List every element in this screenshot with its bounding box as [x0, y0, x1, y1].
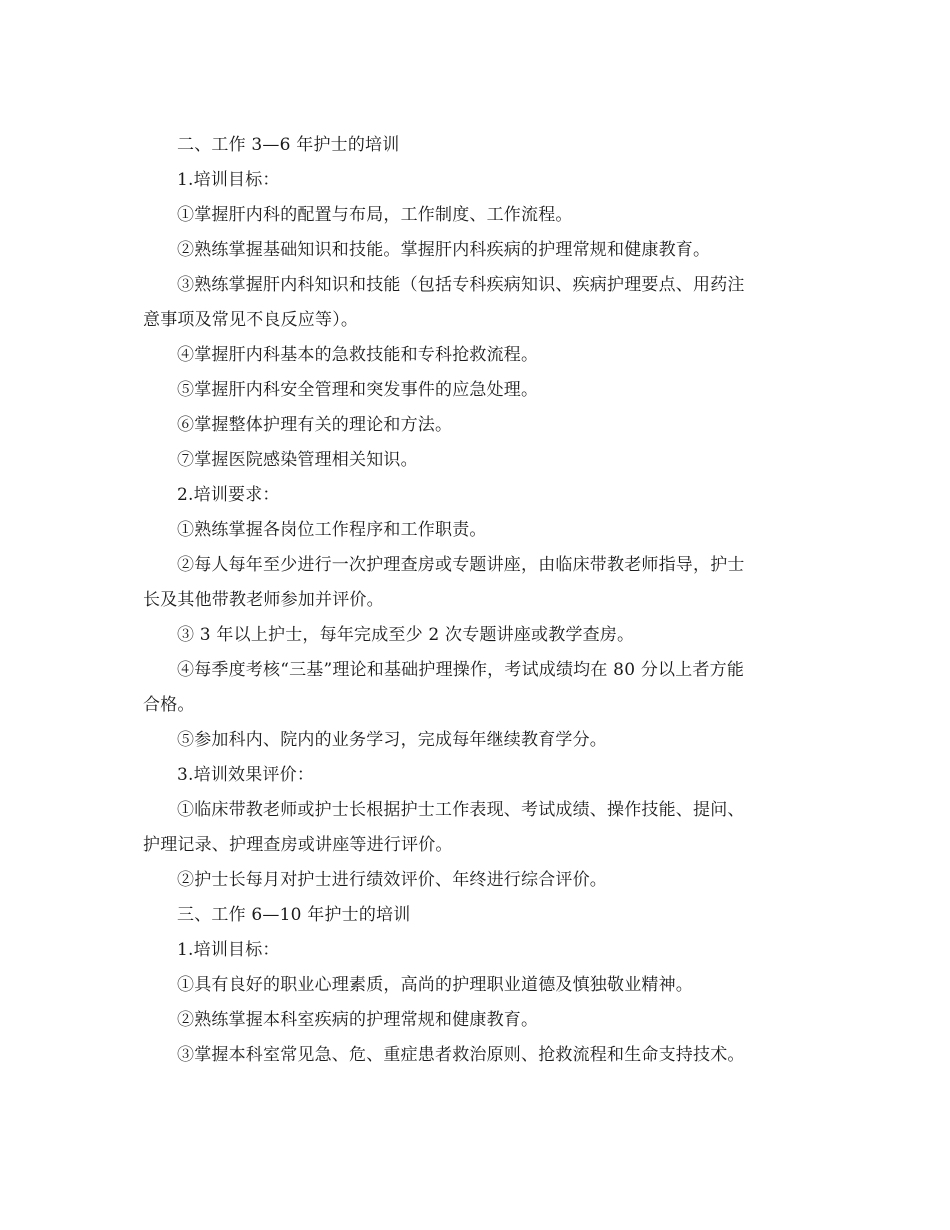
subsection-heading: 3.培训效果评价：: [177, 765, 315, 785]
list-item: ①掌握肝内科的配置与布局，工作制度、工作流程。: [177, 205, 573, 225]
list-item: ③熟练掌握肝内科知识和技能（包括专科疾病知识、疾病护理要点、用药注: [177, 275, 745, 295]
list-item: ⑥掌握整体护理有关的理论和方法。: [177, 415, 453, 435]
list-item: ②熟练掌握基础知识和技能。掌握肝内科疾病的护理常规和健康教育。: [177, 240, 711, 260]
subsection-heading: 1.培训目标：: [177, 170, 280, 190]
list-item: ①具有良好的职业心理素质，高尚的护理职业道德及慎独敬业精神。: [177, 975, 693, 995]
list-item-continuation: 长及其他带教老师参加并评价。: [143, 590, 384, 610]
list-item: ⑦掌握医院感染管理相关知识。: [177, 450, 418, 470]
list-item: ④每季度考核“三基”理论和基础护理操作，考试成绩均在 80 分以上者方能: [177, 660, 745, 680]
list-item: ③掌握本科室常见急、危、重症患者救治原则、抢救流程和生命支持技术。: [177, 1045, 745, 1065]
list-item-continuation: 合格。: [143, 695, 195, 715]
list-item: ②熟练掌握本科室疾病的护理常规和健康教育。: [177, 1010, 539, 1030]
list-item-continuation: 意事项及常见不良反应等）。: [143, 310, 359, 330]
section-heading: 二、工作 3—6 年护士的培训: [177, 135, 400, 155]
list-item-continuation: 护理记录、护理查房或讲座等进行评价。: [143, 835, 453, 855]
list-item: ①临床带教老师或护士长根据护士工作表现、考试成绩、操作技能、提问、: [177, 800, 745, 820]
list-item: ⑤掌握肝内科安全管理和突发事件的应急处理。: [177, 380, 539, 400]
subsection-heading: 2.培训要求：: [177, 485, 280, 505]
list-item: ⑤参加科内、院内的业务学习，完成每年继续教育学分。: [177, 730, 607, 750]
document-body: [143, 128, 808, 1073]
list-item: ②每人每年至少进行一次护理查房或专题讲座，由临床带教老师指导，护士: [177, 555, 745, 575]
section-heading: 三、工作 6—10 年护士的培训: [177, 905, 411, 925]
subsection-heading: 1.培训目标：: [177, 940, 280, 960]
list-item: ④掌握肝内科基本的急救技能和专科抢救流程。: [177, 345, 539, 365]
list-item: ②护士长每月对护士进行绩效评价、年终进行综合评价。: [177, 870, 607, 890]
list-item: ③ 3 年以上护士，每年完成至少 2 次专题讲座或教学查房。: [177, 625, 635, 645]
list-item: ①熟练掌握各岗位工作程序和工作职责。: [177, 520, 487, 540]
